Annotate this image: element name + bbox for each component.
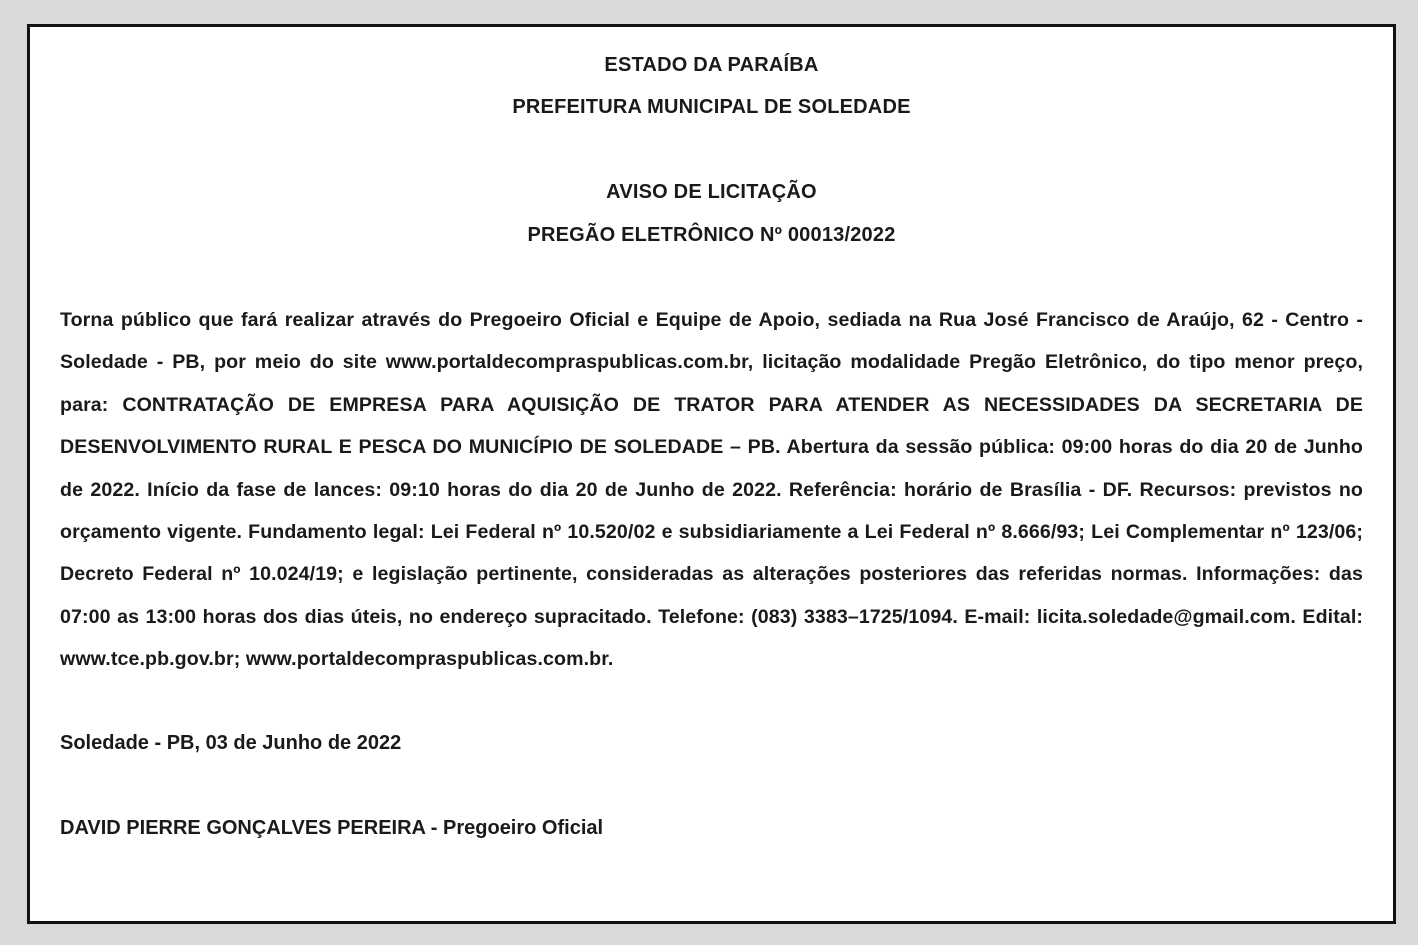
notice-body: Torna público que fará realizar através do Pregoeiro Oficial e Equipe de Apoio, sediada na Rua José Francisco de Araújo, 62 - Centro - Soledade - PB, por meio do site www.portaldecompraspublicas.com.br, licitação modalidade Pregão Eletrônico, do tipo menor preço, para: CONTRATAÇÃO DE EMPRESA PARA AQUISIÇÃO DE TRATOR PARA ATENDER AS NECESSIDADES DA SECRETARIA DE DESENVOLVIMENTO RURAL E PESCA DO MUNICÍPIO DE SOLEDADE – PB. Abertura da sessão pública: 09:00 horas do dia 20 de Junho de 2022. Início da fase de lances: 09:10 horas do dia 20 de Junho de 2022. Referência: horário de Brasília - DF. Recursos: previstos no orçamento vigente. Fundamento legal: Lei Federal nº 10.520/02 e subsidiariamente a Lei Federal nº 8.666/93; Lei Complementar nº 123/06; Decreto Federal nº 10.024/19; e legislação pertinente, consideradas as alterações posteriores das referidas normas. Informações: das 07:00 as 13:00 horas dos dias úteis, no endereço supracitado. Telefone: (083) 3383–1725/1094. E-mail: licita.soledade@gmail.com. Edital: www.tce.pb.gov.br; www.portaldecompraspublicas.com.br. (60, 309, 1363, 671)
state-heading: ESTADO DA PARAÍBA (604, 54, 819, 76)
procedure-number: PREGÃO ELETRÔNICO Nº 00013/2022 (527, 224, 896, 246)
place-date: Soledade - PB, 03 de Junho de 2022 (60, 732, 402, 754)
notice-title: AVISO DE LICITAÇÃO (606, 181, 817, 203)
signatory: DAVID PIERRE GONÇALVES PEREIRA - Pregoeiro Oficial (60, 817, 604, 839)
municipality-heading: PREFEITURA MUNICIPAL DE SOLEDADE (512, 96, 911, 118)
notice-box (27, 24, 1396, 924)
